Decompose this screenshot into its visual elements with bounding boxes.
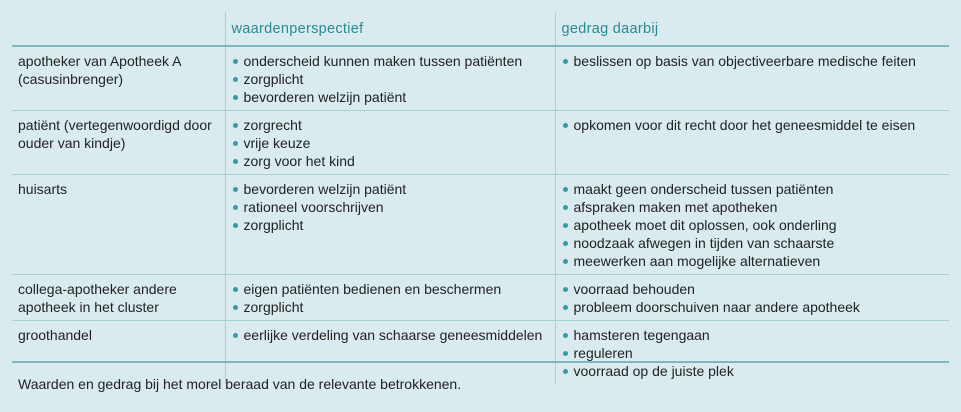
behavior-cell-list [562, 280, 944, 316]
table-caption: Waarden en gedrag bij het morel beraad van de relevante betrokkenen. [18, 376, 462, 392]
bullet-icon [233, 287, 238, 292]
list-item-text: hamsteren tegengaan [573, 327, 710, 343]
actor-cell: apotheker van Apotheek A (casusinbrenger) [12, 46, 225, 111]
bullet-icon [233, 141, 238, 146]
table-row [12, 275, 949, 321]
list-item [232, 180, 549, 198]
bullet-icon [233, 333, 238, 338]
behavior-cell [555, 275, 949, 321]
table-row [12, 321, 949, 385]
header-behavior: gedrag daarbij [555, 12, 949, 46]
list-item [232, 298, 549, 316]
list-item [562, 280, 944, 298]
values-cell [225, 175, 555, 275]
list-item-text: beslissen op basis van objectiveerbare medische feiten [573, 53, 916, 69]
list-item [562, 326, 944, 344]
bullet-icon [563, 241, 568, 246]
list-item-text: zorgplicht [243, 299, 304, 315]
bullet-icon [563, 351, 568, 356]
list-item-text: bevorderen welzijn patiënt [243, 181, 407, 197]
actor-cell: patiënt (vertegenwoordigd door ouder van kindje) [12, 111, 225, 175]
bullet-icon [563, 369, 568, 374]
bullet-icon [563, 259, 568, 264]
bullet-icon [233, 95, 238, 100]
bullet-icon [563, 187, 568, 192]
list-item [232, 326, 549, 344]
list-item-text: maakt geen onderscheid tussen patiënten [573, 181, 834, 197]
bullet-icon [233, 305, 238, 310]
values-cell [225, 275, 555, 321]
list-item-text: eerlijke verdeling van schaarse geneesmiddelen [243, 327, 543, 343]
values-cell-list [232, 52, 549, 106]
list-item-text: apotheek moet dit oplossen, ook onderling [573, 217, 837, 233]
actor-cell: huisarts [12, 175, 225, 275]
bottom-divider [12, 361, 949, 363]
list-item-text: opkomen voor dit recht door het geneesmiddel te eisen [573, 117, 916, 133]
behavior-cell [555, 175, 949, 275]
bullet-icon [233, 123, 238, 128]
list-item [562, 362, 944, 380]
list-item [232, 70, 549, 88]
bullet-icon [563, 287, 568, 292]
values-cell [225, 111, 555, 175]
table-row [12, 46, 949, 111]
behavior-cell-list [562, 180, 944, 270]
table-row [12, 111, 949, 175]
list-item-text: reguleren [573, 345, 633, 361]
list-item [562, 52, 944, 70]
behavior-cell [555, 46, 949, 111]
header-actor [12, 12, 225, 46]
bullet-icon [233, 77, 238, 82]
list-item-text: eigen patiënten bedienen en beschermen [243, 281, 502, 297]
list-item-text: onderscheid kunnen maken tussen patiënten [243, 53, 523, 69]
behavior-cell [555, 321, 949, 385]
bullet-icon [563, 59, 568, 64]
bullet-icon [563, 123, 568, 128]
behavior-cell-list [562, 52, 944, 70]
list-item-text: zorg voor het kind [243, 153, 355, 169]
list-item [232, 280, 549, 298]
table-header-row [12, 12, 949, 46]
bullet-icon [563, 333, 568, 338]
list-item-text: probleem doorschuiven naar andere apotheek [573, 299, 860, 315]
list-item [562, 216, 944, 234]
list-item [232, 216, 549, 234]
values-cell-list [232, 280, 549, 316]
list-item-text: rationeel voorschrijven [243, 199, 384, 215]
bullet-icon [233, 187, 238, 192]
bullet-icon [233, 223, 238, 228]
list-item-text: zorgrecht [243, 117, 302, 133]
list-item-text: afspraken maken met apotheken [573, 199, 778, 215]
list-item-text: meewerken aan mogelijke alternatieven [573, 253, 821, 269]
list-item [562, 298, 944, 316]
values-table [12, 12, 949, 384]
table-row [12, 175, 949, 275]
bullet-icon [233, 59, 238, 64]
behavior-cell [555, 111, 949, 175]
list-item-text: vrije keuze [243, 135, 311, 151]
list-item [562, 198, 944, 216]
list-item-text: zorgplicht [243, 71, 304, 87]
bullet-icon [563, 305, 568, 310]
behavior-cell-list [562, 116, 944, 134]
actor-cell: collega-apotheker andere apotheek in het cluster [12, 275, 225, 321]
behavior-cell-list [562, 326, 944, 380]
list-item-text: noodzaak afwegen in tijden van schaarste [573, 235, 835, 251]
list-item [562, 116, 944, 134]
list-item [232, 134, 549, 152]
values-cell-list [232, 116, 549, 170]
list-item [232, 116, 549, 134]
values-cell [225, 46, 555, 111]
list-item-text: bevorderen welzijn patiënt [243, 89, 407, 105]
header-values: waardenperspectief [225, 12, 555, 46]
list-item [232, 88, 549, 106]
bullet-icon [563, 223, 568, 228]
list-item [232, 152, 549, 170]
list-item-text: zorgplicht [243, 217, 304, 233]
actor-cell: groothandel [18, 327, 92, 343]
list-item-text: voorraad behouden [573, 281, 695, 297]
list-item-text: voorraad op de juiste plek [573, 363, 734, 379]
list-item [562, 234, 944, 252]
values-table-container [12, 12, 949, 384]
values-cell-list [232, 180, 549, 234]
list-item [232, 52, 549, 70]
list-item [562, 252, 944, 270]
table-body [12, 46, 949, 384]
list-item [562, 344, 944, 362]
bullet-icon [233, 159, 238, 164]
bullet-icon [563, 205, 568, 210]
list-item [232, 198, 549, 216]
values-cell [225, 321, 555, 385]
bullet-icon [233, 205, 238, 210]
list-item [562, 180, 944, 198]
values-cell-list [232, 326, 549, 344]
